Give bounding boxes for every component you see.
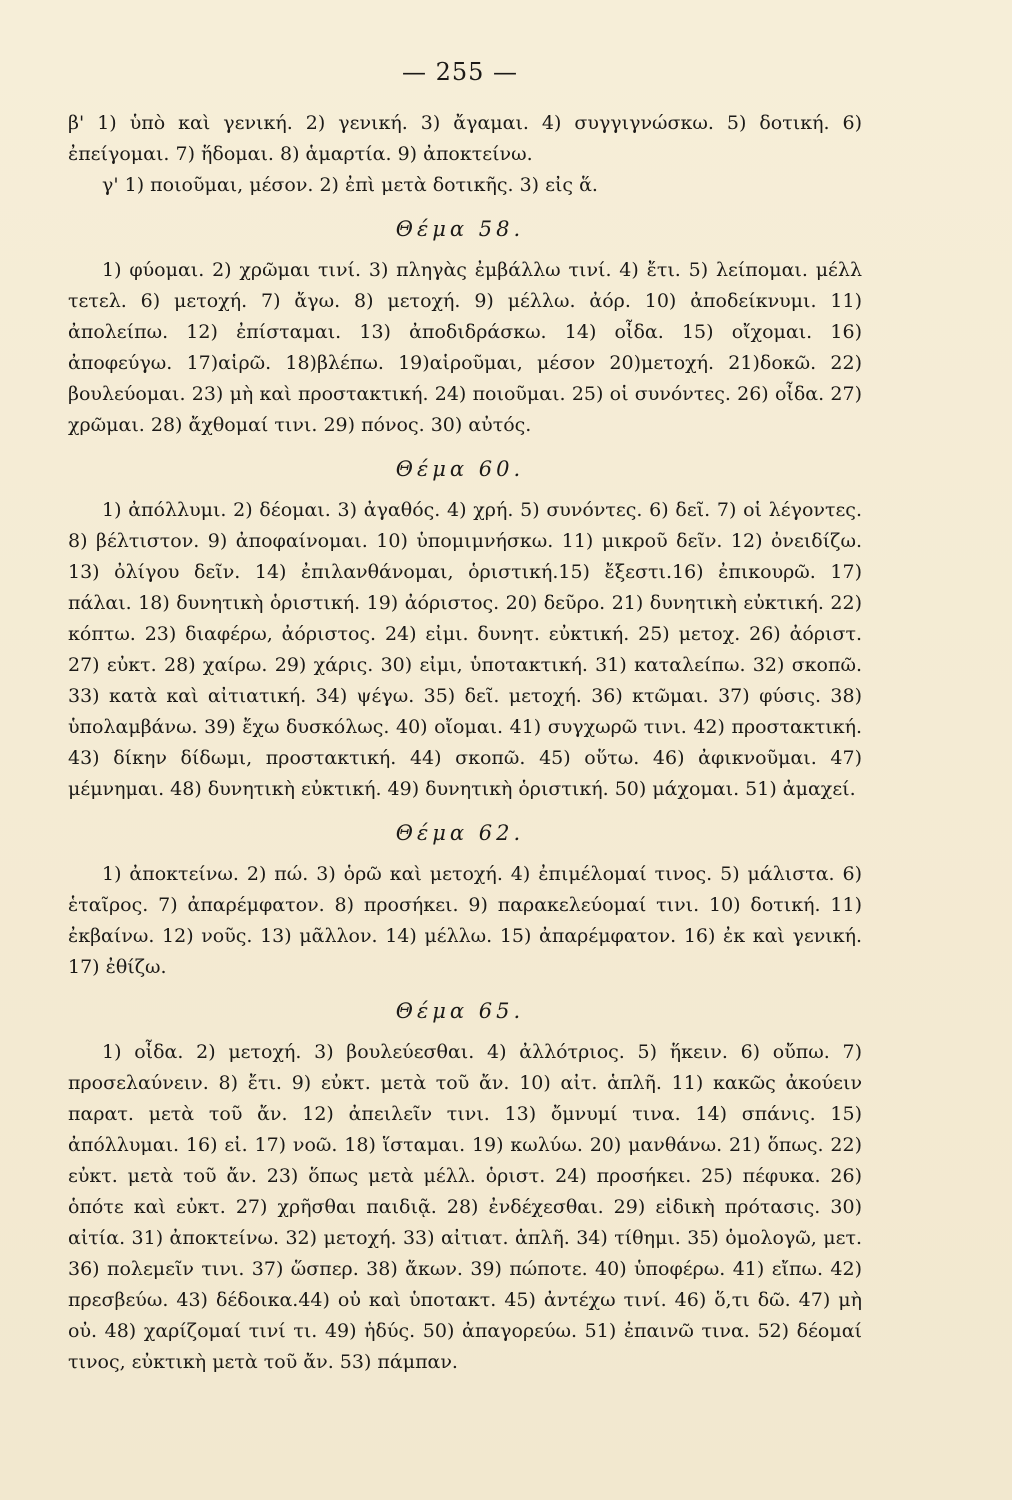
- page-number: — 255 —: [401, 58, 519, 86]
- section-heading: Θέμα 65.: [395, 999, 525, 1023]
- section-62: [58, 821, 862, 983]
- intro-line-beta: β' 1) ὑπὸ καὶ γενική. 2) γενική. 3) ἄγαμαι. 4) συγγιγνώσκω. 5) δοτική. 6) ἐπείγομαι. 7) ἥδομαι. 8) ἁμαρτία. 9) ἀποκτείνω.: [68, 112, 862, 165]
- section-text: 1) οἶδα. 2) μετοχή. 3) βουλεύεσθαι. 4) ἀλλότριος. 5) ἥκειν. 6) οὔπω. 7) προσελαύνειν. 8) ἔτι. 9) εὐκτ. μετὰ τοῦ ἄν. 10) αἰτ. ἁπλῆ. 11) κακῶς ἀκούειν παρατ. μετὰ τοῦ ἄν. 12) ἀπειλεῖν τινι. 13) ὄμνυμί τινα. 14) σπάνις. 15) ἀπόλλυμαι. 16) εἰ. 17) νοῶ. 18) ἵσταμαι. 19) κωλύω. 20) μανθάνω. 21) ὅπως. 22) εὐκτ. μετὰ τοῦ ἄν. 23) ὅπως μετὰ μέλλ. ὁριστ. 24) προσήκει. 25) πέφυκα. 26) ὁπότε καὶ εὐκτ. 27) χρῆσθαι παιδιᾷ. 28) ἐνδέχεσθαι. 29) εἰδικὴ πρότασις. 30) αἰτία. 31) ἀποκτείνω. 32) μετοχή. 33) αἰτιατ. ἁπλῆ. 34) τίθημι. 35) ὁμολογῶ, μετ. 36) πολεμεῖν τινι. 37) ὥσπερ. 38) ἄκων. 39) πώποτε. 40) ὑποφέρω. 41) εἴπω. 42) πρεσβεύω. 43) δέδοικα.44) οὐ καὶ ὑποτακτ. 45) ἀντέχω τινί. 46) ὅ,τι δῶ. 47) μὴ οὐ. 48) χαρίζομαί τινί τι. 49) ἡδύς. 50) ἀπαγορεύω. 51) ἐπαινῶ τινα. 52) δέομαί τινος, εὐκτικὴ μετὰ τοῦ ἄν. 53) πάμπαν.: [68, 1041, 862, 1373]
- section-heading: Θέμα 60.: [395, 457, 525, 481]
- section-65: [58, 999, 862, 1378]
- intro-line-gamma: γ' 1) ποιοῦμαι, μέσον. 2) ἐπὶ μετὰ δοτικῆς. 3) εἰς ἅ.: [102, 174, 598, 196]
- section-58: [58, 217, 862, 441]
- section-heading: Θέμα 58.: [395, 217, 525, 241]
- section-text: 1) ἀπόλλυμι. 2) δέομαι. 3) ἀγαθός. 4) χρή. 5) συνόντες. 6) δεῖ. 7) οἱ λέγοντες. 8) βέλτιστον. 9) ἀποφαίνομαι. 10) ὑπομιμνήσκω. 11) μικροῦ δεῖν. 12) ὀνειδίζω. 13) ὀλίγου δεῖν. 14) ἐπιλανθάνομαι, ὁριστική.15) ἔξεστι.16) ἐπικουρῶ. 17) πάλαι. 18) δυνητικὴ ὁριστική. 19) ἀόριστος. 20) δεῦρο. 21) δυνητικὴ εὐκτική. 22) κόπτω. 23) διαφέρω, ἀόριστος. 24) εἰμι. δυνητ. εὐκτική. 25) μετοχ. 26) ἀόριστ. 27) εὐκτ. 28) χαίρω. 29) χάρις. 30) εἰμι, ὑποτακτική. 31) καταλείπω. 32) σκοπῶ. 33) κατὰ καὶ αἰτιατική. 34) ψέγω. 35) δεῖ. μετοχή. 36) κτῶμαι. 37) φύσις. 38) ὑπολαμβάνω. 39) ἔχω δυσκόλως. 40) οἴομαι. 41) συγχωρῶ τινι. 42) προστακτική. 43) δίκην δίδωμι, προστακτική. 44) σκοπῶ. 45) οὕτω. 46) ἀφικνοῦμαι. 47) μέμνημαι. 48) δυνητικὴ εὐκτική. 49) δυνητικὴ ὁριστική. 50) μάχομαι. 51) ἀμαχεί.: [68, 499, 862, 800]
- section-heading: Θέμα 62.: [395, 821, 525, 845]
- section-text: 1) φύομαι. 2) χρῶμαι τινί. 3) πληγὰς ἐμβάλλω τινί. 4) ἔτι. 5) λείπομαι. μέλλ τετελ. 6) μετοχή. 7) ἄγω. 8) μετοχή. 9) μέλλω. ἀόρ. 10) ἀποδείκνυμι. 11) ἀπολείπω. 12) ἐπίσταμαι. 13) ἀποδιδράσκω. 14) οἶδα. 15) οἴχομαι. 16) ἀποφεύγω. 17)αἱρῶ. 18)βλέπω. 19)αἱροῦμαι, μέσον 20)μετοχή. 21)δοκῶ. 22) βουλεύομαι. 23) μὴ καὶ προστακτική. 24) ποιοῦμαι. 25) οἱ συνόντες. 26) οἶδα. 27) χρῶμαι. 28) ἄχθομαί τινι. 29) πόνος. 30) αὐτός.: [68, 259, 862, 436]
- section-text: 1) ἀποκτείνω. 2) πώ. 3) ὁρῶ καὶ μετοχή. 4) ἐπιμέλομαί τινος. 5) μάλιστα. 6) ἑταῖρος. 7) ἀπαρέμφατον. 8) προσήκει. 9) παρακελεύομαί τινι. 10) δοτική. 11) ἐκβαίνω. 12) νοῦς. 13) μᾶλλον. 14) μέλλω. 15) ἀπαρέμφατον. 16) ἐκ καὶ γενική. 17) ἐθίζω.: [68, 863, 862, 978]
- section-60: [58, 457, 862, 805]
